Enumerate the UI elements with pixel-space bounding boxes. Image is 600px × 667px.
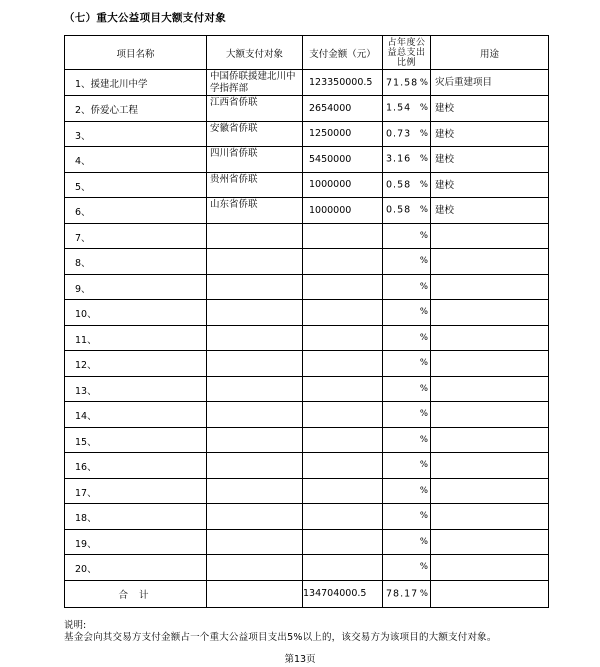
row-percent-sign: % — [419, 128, 428, 139]
row-name: 20、 — [65, 555, 207, 581]
header-row — [65, 36, 549, 70]
row-name: 2、侨爱心工程 — [65, 96, 207, 122]
row-percent-sign: % — [419, 332, 428, 343]
total-ratio: 78.17 — [386, 588, 419, 599]
row-recipient — [207, 402, 303, 428]
table-row — [65, 325, 549, 351]
table-row — [65, 504, 549, 530]
row-purpose: 灾后重建项目 — [431, 70, 549, 96]
row-purpose — [431, 402, 549, 428]
total-percent-sign: % — [419, 588, 428, 599]
row-purpose — [431, 223, 549, 249]
row-recipient — [207, 453, 303, 479]
row-percent-sign: % — [419, 536, 428, 547]
row-recipient — [207, 529, 303, 555]
row-recipient: 山东省侨联 — [207, 198, 303, 224]
row-amount — [303, 402, 383, 428]
row-ratio-cell — [383, 376, 431, 402]
row-name: 6、 — [65, 198, 207, 224]
row-purpose — [431, 325, 549, 351]
row-recipient — [207, 249, 303, 275]
row-ratio-cell — [383, 198, 431, 224]
row-amount — [303, 529, 383, 555]
row-percent-sign: % — [419, 434, 428, 445]
row-ratio-cell — [383, 325, 431, 351]
row-ratio-cell — [383, 453, 431, 479]
row-name: 7、 — [65, 223, 207, 249]
row-amount — [303, 325, 383, 351]
row-recipient — [207, 223, 303, 249]
row-ratio-cell — [383, 223, 431, 249]
row-percent-sign: % — [419, 383, 428, 394]
total-ratio-cell — [383, 580, 431, 607]
row-ratio-cell — [383, 300, 431, 326]
row-ratio-cell — [383, 402, 431, 428]
row-amount: 1250000 — [303, 121, 383, 147]
table-row — [65, 274, 549, 300]
row-recipient — [207, 504, 303, 530]
row-percent-sign: % — [419, 77, 428, 88]
row-recipient — [207, 325, 303, 351]
total-label: 合 计 — [65, 580, 207, 607]
section-title: （七）重大公益项目大额支付对象 — [64, 12, 226, 24]
table-row — [65, 529, 549, 555]
row-ratio-cell — [383, 555, 431, 581]
row-name: 10、 — [65, 300, 207, 326]
row-purpose — [431, 274, 549, 300]
row-recipient — [207, 376, 303, 402]
row-name: 15、 — [65, 427, 207, 453]
row-recipient: 贵州省侨联 — [207, 172, 303, 198]
table-row — [65, 376, 549, 402]
row-percent-sign: % — [419, 409, 428, 420]
row-purpose: 建校 — [431, 198, 549, 224]
row-name: 18、 — [65, 504, 207, 530]
header-ratio: 占年度公益总支出比例 — [383, 36, 431, 70]
notes-label: 说明: — [64, 620, 87, 631]
row-percent-sign: % — [419, 358, 428, 369]
total-amount: 134704000.5 — [303, 580, 383, 607]
table-row — [65, 478, 549, 504]
table-row — [65, 198, 549, 224]
row-name: 13、 — [65, 376, 207, 402]
table-row — [65, 121, 549, 147]
row-ratio-cell — [383, 504, 431, 530]
row-purpose — [431, 453, 549, 479]
row-amount — [303, 504, 383, 530]
row-purpose — [431, 300, 549, 326]
row-percent-sign: % — [419, 205, 428, 216]
row-percent-sign: % — [419, 256, 428, 267]
table-row — [65, 453, 549, 479]
header-recipient: 大额支付对象 — [207, 36, 303, 70]
table-row — [65, 70, 549, 96]
row-amount — [303, 223, 383, 249]
row-percent-sign: % — [419, 281, 428, 292]
row-ratio-cell — [383, 70, 431, 96]
table-row — [65, 147, 549, 173]
row-name: 17、 — [65, 478, 207, 504]
notes-text: 基金会向其交易方支付金额占一个重大公益项目支出5%以上的，该交易方为该项目的大额支付对象。 — [64, 632, 497, 643]
total-row — [65, 580, 549, 607]
table-row — [65, 402, 549, 428]
row-purpose — [431, 427, 549, 453]
row-amount: 1000000 — [303, 172, 383, 198]
table-row — [65, 300, 549, 326]
row-purpose — [431, 376, 549, 402]
row-ratio: 0.58 — [386, 179, 412, 191]
row-ratio-cell — [383, 172, 431, 198]
row-amount — [303, 453, 383, 479]
row-recipient — [207, 351, 303, 377]
row-purpose: 建校 — [431, 121, 549, 147]
row-ratio: 1.54 — [386, 102, 412, 114]
row-name: 3、 — [65, 121, 207, 147]
page-number: 第13页 — [284, 654, 316, 665]
row-recipient: 江西省侨联 — [207, 96, 303, 122]
row-percent-sign: % — [419, 307, 428, 318]
row-amount — [303, 376, 383, 402]
row-name: 11、 — [65, 325, 207, 351]
row-amount — [303, 555, 383, 581]
table-row — [65, 427, 549, 453]
row-ratio-cell — [383, 478, 431, 504]
row-recipient — [207, 427, 303, 453]
row-ratio: 3.16 — [386, 153, 412, 165]
row-percent-sign: % — [419, 485, 428, 496]
header-amount: 支付金额（元） — [303, 36, 383, 70]
row-name: 12、 — [65, 351, 207, 377]
row-ratio-cell — [383, 121, 431, 147]
row-ratio-cell — [383, 351, 431, 377]
row-percent-sign: % — [419, 179, 428, 190]
row-percent-sign: % — [419, 230, 428, 241]
table-row — [65, 223, 549, 249]
row-amount: 5450000 — [303, 147, 383, 173]
row-ratio-cell — [383, 427, 431, 453]
row-percent-sign: % — [419, 154, 428, 165]
total-purpose — [431, 580, 549, 607]
header-name: 项目名称 — [65, 36, 207, 70]
row-name: 1、援建北川中学 — [65, 70, 207, 96]
row-recipient — [207, 300, 303, 326]
total-recipient — [207, 580, 303, 607]
table-row — [65, 96, 549, 122]
row-percent-sign: % — [419, 511, 428, 522]
row-ratio: 71.58 — [386, 77, 419, 88]
row-amount — [303, 478, 383, 504]
row-purpose: 建校 — [431, 96, 549, 122]
row-amount — [303, 249, 383, 275]
row-recipient: 中国侨联援建北川中学指挥部 — [207, 70, 303, 96]
row-ratio-cell — [383, 529, 431, 555]
table-row — [65, 555, 549, 581]
row-ratio-cell — [383, 96, 431, 122]
payment-table — [64, 35, 549, 608]
row-name: 14、 — [65, 402, 207, 428]
row-purpose: 建校 — [431, 147, 549, 173]
row-recipient — [207, 478, 303, 504]
row-amount: 2654000 — [303, 96, 383, 122]
row-name: 5、 — [65, 172, 207, 198]
row-purpose — [431, 478, 549, 504]
row-amount: 1000000 — [303, 198, 383, 224]
row-ratio-cell — [383, 147, 431, 173]
row-percent-sign: % — [419, 103, 428, 114]
row-name: 19、 — [65, 529, 207, 555]
row-percent-sign: % — [419, 460, 428, 471]
row-purpose — [431, 529, 549, 555]
row-purpose — [431, 351, 549, 377]
row-amount — [303, 274, 383, 300]
table-row — [65, 172, 549, 198]
row-recipient: 安徽省侨联 — [207, 121, 303, 147]
row-ratio-cell — [383, 274, 431, 300]
row-amount — [303, 427, 383, 453]
row-name: 4、 — [65, 147, 207, 173]
row-recipient: 四川省侨联 — [207, 147, 303, 173]
row-purpose — [431, 249, 549, 275]
header-purpose: 用途 — [431, 36, 549, 70]
row-ratio-cell — [383, 249, 431, 275]
row-name: 8、 — [65, 249, 207, 275]
row-purpose — [431, 504, 549, 530]
row-recipient — [207, 274, 303, 300]
table-row — [65, 351, 549, 377]
table-row — [65, 249, 549, 275]
row-recipient — [207, 555, 303, 581]
row-amount — [303, 351, 383, 377]
row-purpose — [431, 555, 549, 581]
row-name: 16、 — [65, 453, 207, 479]
row-amount — [303, 300, 383, 326]
row-name: 9、 — [65, 274, 207, 300]
row-ratio: 0.58 — [386, 204, 412, 216]
row-ratio: 0.73 — [386, 128, 412, 140]
row-purpose: 建校 — [431, 172, 549, 198]
row-percent-sign: % — [419, 562, 428, 573]
row-amount: 123350000.5 — [303, 70, 383, 96]
